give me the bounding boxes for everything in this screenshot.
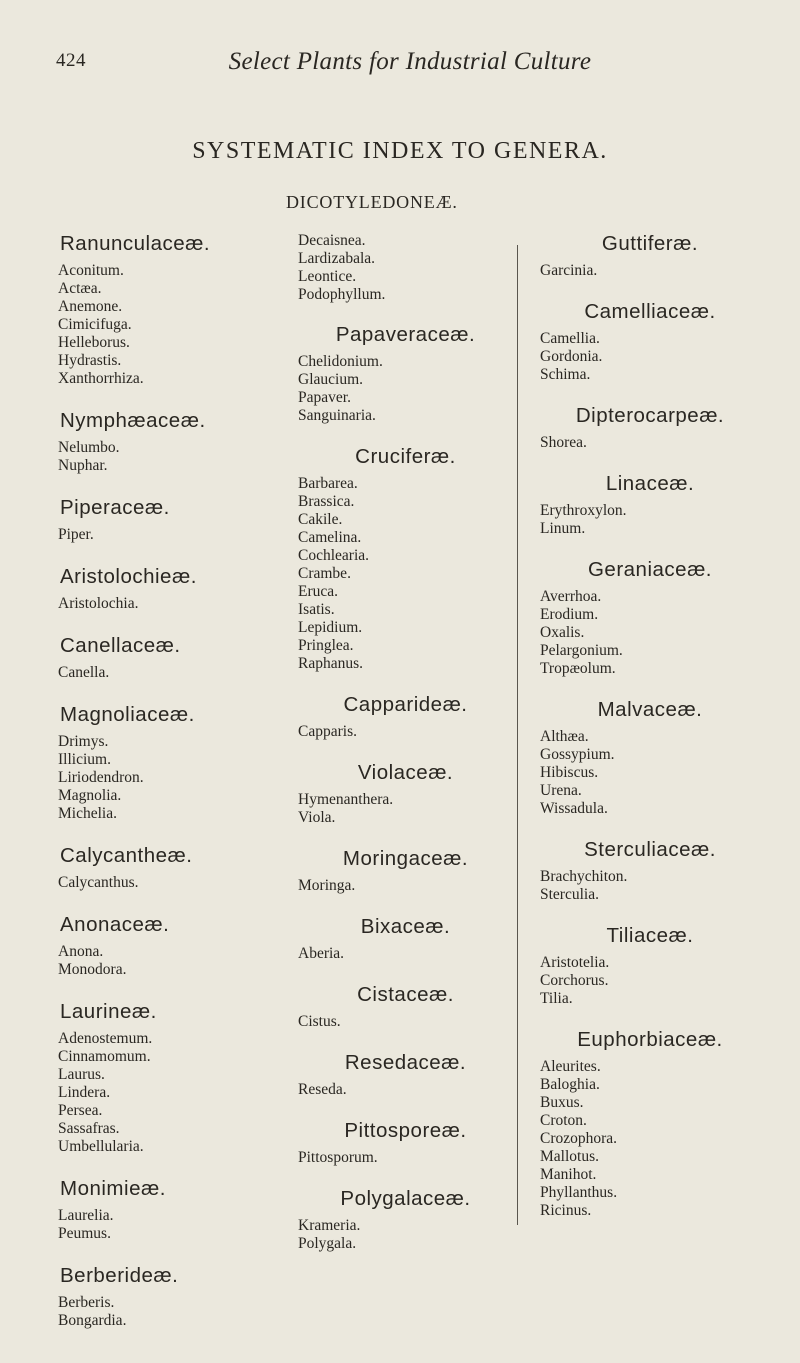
family-group [540,404,760,452]
family-name: Euphorbiaceæ. [577,1028,723,1051]
genus-entry: Viola. [298,809,336,826]
genus-entry: Berberis. [58,1294,115,1311]
index-title: SYSTEMATIC INDEX TO GENERA. [192,138,608,164]
genus-entry: Baloghia. [540,1076,600,1093]
family-group [298,1187,513,1253]
family-name: Anonaceæ. [60,913,170,936]
family-name: Pittosporeæ. [344,1119,467,1142]
genus-entry: Monodora. [58,961,127,978]
family-name: Camelliaceæ. [584,300,716,323]
genus-entry: Sterculia. [540,886,599,903]
genus-entry: Aristolochia. [58,595,139,612]
family-name: Cistaceæ. [357,983,454,1006]
family-name: Polygalaceæ. [340,1187,471,1210]
genus-entry: Gordonia. [540,348,603,365]
genus-entry: Linum. [540,520,586,537]
genus-entry: Persea. [58,1102,103,1119]
family-group [298,445,513,673]
family-group [298,915,513,963]
genus-entry: Nelumbo. [58,439,120,456]
family-name: Nymphæaceæ. [60,409,206,432]
genus-entry: Decaisnea. [298,232,366,249]
genus-entry: Anemone. [58,298,123,315]
genus-entry: Ricinus. [540,1202,592,1219]
family-name: Capparideæ. [343,693,468,716]
genus-entry: Krameria. [298,1217,361,1234]
family-group [298,232,513,304]
genus-entry: Michelia. [58,805,117,822]
family-group [298,761,513,827]
genus-entry: Sassafras. [58,1120,120,1137]
genus-entry: Capparis. [298,723,357,740]
family-name: Linaceæ. [605,472,695,495]
family-group [298,1051,513,1099]
genus-entry: Averrhoa. [540,588,602,605]
family-group [298,847,513,895]
genus-entry: Brassica. [298,493,355,510]
family-name: Aristolochieæ. [60,565,197,588]
genus-entry: Reseda. [298,1081,347,1098]
genus-entry: Bongardia. [58,1312,127,1329]
genus-entry: Chelidonium. [298,353,383,370]
family-group [540,232,760,280]
index-column-3 [540,232,760,1240]
genus-entry: Crozophora. [540,1130,618,1147]
genus-entry: Piper. [58,526,94,543]
family-group [540,1028,760,1220]
genus-entry: Magnolia. [58,787,122,804]
genus-entry: Camelina. [298,529,362,546]
family-name: Bixaceæ. [360,915,451,938]
genus-entry: Adenostemum. [58,1030,153,1047]
genus-entry: Drimys. [58,733,109,750]
family-name: Magnoliaceæ. [60,703,195,726]
family-name: Dipterocarpeæ. [575,404,725,427]
genus-entry: Hibiscus. [540,764,599,781]
family-name: Geraniaceæ. [587,558,712,581]
family-group [58,409,273,475]
genus-entry: Eruca. [298,583,339,600]
family-group [58,565,273,613]
genus-entry: Gossypium. [540,746,615,763]
genus-entry: Peumus. [58,1225,111,1242]
genus-entry: Tilia. [540,990,573,1007]
family-name: Malvaceæ. [597,698,703,721]
genus-entry: Phyllanthus. [540,1184,618,1201]
family-group [540,924,760,1008]
genus-entry: Cimicifuga. [58,316,132,333]
genus-entry: Aristotelia. [540,954,610,971]
genus-entry: Moringa. [298,877,356,894]
genus-entry: Oxalis. [540,624,585,641]
genus-entry: Polygala. [298,1235,357,1252]
genus-entry: Lardizabala. [298,250,376,267]
genus-entry: Barbarea. [298,475,358,492]
family-group [58,1000,273,1156]
genus-entry: Schima. [540,366,591,383]
family-name: Piperaceæ. [60,496,170,519]
family-name: Moringaceæ. [342,847,469,870]
genus-entry: Canella. [58,664,110,681]
family-name: Tiliaceæ. [606,924,694,947]
family-name: Violaceæ. [357,761,454,784]
genus-entry: Papaver. [298,389,351,406]
family-name: Monimieæ. [60,1177,166,1200]
family-name: Cruciferæ. [355,445,456,468]
genus-entry: Isatis. [298,601,335,618]
genus-entry: Laurus. [58,1066,105,1083]
genus-entry: Pelargonium. [540,642,623,659]
genus-entry: Althæa. [540,728,589,745]
family-group [540,558,760,678]
genus-entry: Cinnamomum. [58,1048,151,1065]
index-column-2 [298,232,513,1273]
genus-entry: Cochlearia. [298,547,370,564]
genus-entry: Shorea. [540,434,587,451]
family-group [540,838,760,904]
column-divider [517,245,518,1225]
genus-entry: Actæa. [58,280,102,297]
family-group [58,844,273,892]
family-name: Ranunculaceæ. [60,232,211,255]
family-group [58,703,273,823]
genus-entry: Cakile. [298,511,343,528]
family-group [298,1119,513,1167]
genus-entry: Xanthorrhiza. [58,370,144,387]
family-group [58,913,273,979]
family-name: Sterculiaceæ. [584,838,716,861]
genus-entry: Tropæolum. [540,660,616,677]
genus-entry: Anona. [58,943,104,960]
genus-entry: Aconitum. [58,262,124,279]
family-group [58,232,273,388]
genus-entry: Laurelia. [58,1207,114,1224]
family-group [540,698,760,818]
genus-entry: Manihot. [540,1166,597,1183]
genus-entry: Brachychiton. [540,868,628,885]
genus-entry: Wissadula. [540,800,608,817]
genus-entry: Camellia. [540,330,600,347]
genus-entry: Garcinia. [540,262,598,279]
genus-entry: Mallotus. [540,1148,599,1165]
family-name: Resedaceæ. [344,1051,467,1074]
family-group [58,634,273,682]
genus-entry: Calycanthus. [58,874,139,891]
section-title: DICOTYLEDONEÆ. [286,192,458,212]
genus-entry: Lepidium. [298,619,363,636]
genus-entry: Liriodendron. [58,769,144,786]
genus-entry: Buxus. [540,1094,584,1111]
genus-entry: Helleborus. [58,334,130,351]
family-group [298,693,513,741]
genus-entry: Raphanus. [298,655,364,672]
family-name: Papaveraceæ. [335,323,476,346]
family-name: Canellaceæ. [60,634,181,657]
family-name: Calycantheæ. [60,844,193,867]
genus-entry: Sanguinaria. [298,407,376,424]
family-group [298,323,513,425]
genus-entry: Crambe. [298,565,351,582]
genus-entry: Hydrastis. [58,352,122,369]
family-group [58,1264,273,1330]
genus-entry: Leontice. [298,268,357,285]
family-name: Laurineæ. [60,1000,157,1023]
genus-entry: Pringlea. [298,637,354,654]
genus-entry: Podophyllum. [298,286,386,303]
family-group [58,496,273,544]
page-number: 424 [56,50,86,71]
family-name: Berberideæ. [60,1264,179,1287]
genus-entry: Erodium. [540,606,599,623]
family-group [298,983,513,1031]
genus-entry: Illicium. [58,751,111,768]
index-column-1 [58,232,273,1351]
genus-entry: Aberia. [298,945,345,962]
genus-entry: Croton. [540,1112,587,1129]
genus-entry: Cistus. [298,1013,341,1030]
family-group [58,1177,273,1243]
family-group [540,300,760,384]
family-name: Guttiferæ. [601,232,699,255]
family-group [540,472,760,538]
genus-entry: Nuphar. [58,457,108,474]
genus-entry: Lindera. [58,1084,111,1101]
genus-entry: Erythroxylon. [540,502,627,519]
genus-entry: Aleurites. [540,1058,601,1075]
genus-entry: Urena. [540,782,582,799]
genus-entry: Corchorus. [540,972,609,989]
genus-entry: Umbellularia. [58,1138,144,1155]
genus-entry: Glaucium. [298,371,363,388]
running-title: Select Plants for Industrial Culture [228,48,592,75]
genus-entry: Pittosporum. [298,1149,378,1166]
genus-entry: Hymenanthera. [298,791,394,808]
